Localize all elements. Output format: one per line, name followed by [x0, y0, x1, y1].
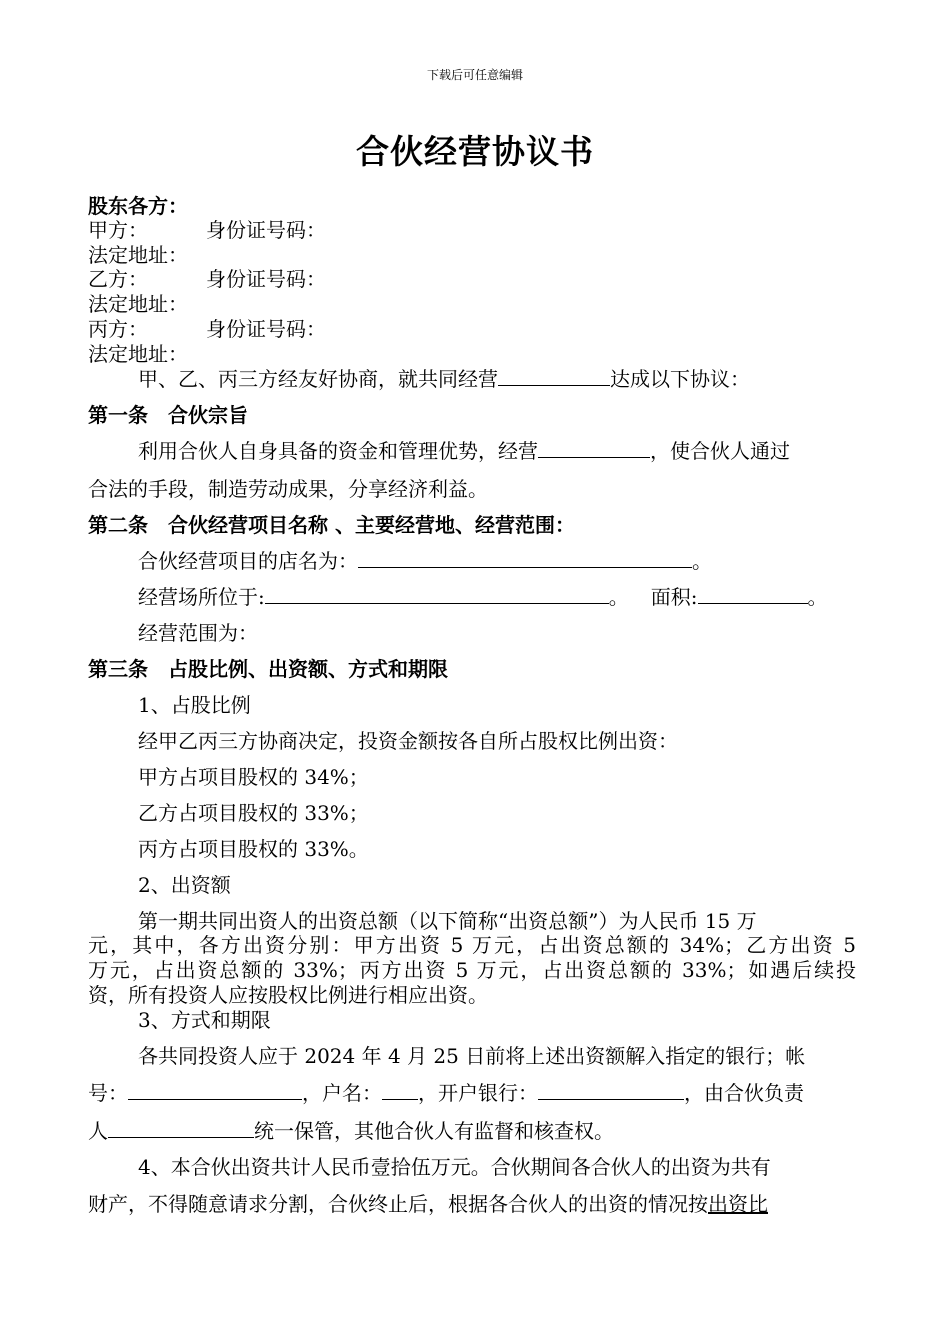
section-3-line-3 [88, 1119, 614, 1143]
manager-blank [108, 1119, 254, 1138]
section-4-text: 财产，不得随意请求分割，合伙终止后，根据各合伙人的出资的情况按 [88, 1192, 708, 1216]
place-end: 。 [608, 585, 629, 609]
store-name-line [138, 549, 712, 573]
section-4-line-2 [88, 1192, 768, 1216]
section-1-title: 1、占股比例 [138, 693, 251, 717]
bank-label: ，开户银行： [418, 1081, 538, 1105]
article-3-heading: 第三条 占股比例、出资额、方式和期限 [88, 657, 448, 681]
section-2-title: 2、出资额 [138, 873, 231, 897]
section-3-line-2 [88, 1081, 804, 1105]
article-1-line-1 [138, 439, 790, 463]
area-end: 。 [807, 585, 828, 609]
party-jia-line [88, 218, 326, 242]
section-2-line-1: 第一期共同出资人的出资总额（以下简称“出资总额”）为人民币 15 万 [138, 909, 757, 933]
party-jia-id-label: 身份证号码： [206, 218, 326, 242]
preamble-text-before: 甲、乙、丙三方经友好协商，就共同经营 [138, 367, 498, 391]
preamble-text-after: 达成以下协议： [610, 367, 750, 391]
business-scope-blank [538, 439, 650, 458]
account-name-blank [382, 1081, 418, 1100]
place-blank [265, 585, 609, 604]
party-bing-line [88, 317, 326, 341]
manager-label: ，由合伙负责 [684, 1081, 804, 1105]
place-line [138, 585, 828, 609]
store-name-label: 合伙经营项目的店名为： [138, 549, 358, 573]
section-4-underlined-text: 出资比 [708, 1192, 768, 1216]
section-3-line-1: 各共同投资人应于 2024 年 4 月 25 日前将上述出资额解入指定的银行；帐 [138, 1044, 806, 1068]
place-label: 经营场所位于: [138, 585, 265, 609]
bank-blank [538, 1081, 684, 1100]
article-1-line-2: 合法的手段，制造劳动成果，分享经济利益。 [88, 477, 488, 501]
manager-suffix: 统一保管，其他合伙人有监督和核查权。 [254, 1119, 614, 1143]
document-title: 合伙经营协议书 [356, 132, 594, 171]
business-name-blank [498, 367, 610, 386]
account-name-label: ，户名： [302, 1081, 382, 1105]
party-yi-line [88, 267, 326, 291]
section-2-line-2: 元，其中，各方出资分别：甲方出资 5 万元，占出资总额的 34%；乙方出资 5 [88, 933, 856, 957]
share-bing: 丙方占项目股权的 33%。 [138, 837, 369, 861]
article-1-text-b: ，使合伙人通过 [650, 439, 790, 463]
share-yi: 乙方占项目股权的 33%； [138, 801, 369, 825]
party-jia-address-label: 法定地址： [88, 243, 188, 267]
party-jia-label: 甲方： [88, 218, 148, 242]
section-3-title: 3、方式和期限 [138, 1008, 271, 1032]
party-bing-address-label: 法定地址： [88, 342, 188, 366]
area-blank [698, 585, 808, 604]
article-2-heading: 第二条 合伙经营项目名称 、主要经营地、经营范围： [88, 513, 575, 537]
store-name-end: 。 [692, 549, 712, 573]
party-yi-id-label: 身份证号码： [206, 267, 326, 291]
preamble [138, 367, 750, 391]
parties-heading: 股东各方： [88, 194, 188, 218]
share-jia: 甲方占项目股权的 34%； [138, 765, 369, 789]
article-1-heading: 第一条 合伙宗旨 [88, 403, 248, 427]
area-label: 面积: [650, 585, 698, 609]
scope-label: 经营范围为： [138, 621, 258, 645]
section-4-line-1: 4、本合伙出资共计人民币壹拾伍万元。合伙期间各合伙人的出资为共有 [138, 1155, 771, 1179]
store-name-blank [358, 549, 692, 568]
account-label: 号： [88, 1081, 128, 1105]
section-2-line-4: 资，所有投资人应按股权比例进行相应出资。 [88, 983, 488, 1007]
party-yi-address-label: 法定地址： [88, 292, 188, 316]
section-2-line-3: 万元，占出资总额的 33%；丙方出资 5 万元，占出资总额的 33%；如遇后续投 [88, 958, 856, 982]
account-blank [128, 1081, 302, 1100]
download-note: 下载后可任意编辑 [426, 68, 523, 82]
article-1-text-a: 利用合伙人自身具备的资金和管理优势，经营 [138, 439, 538, 463]
manager-prefix: 人 [88, 1119, 108, 1143]
party-yi-label: 乙方： [88, 267, 148, 291]
party-bing-id-label: 身份证号码： [206, 317, 326, 341]
party-bing-label: 丙方： [88, 317, 148, 341]
section-1-intro: 经甲乙丙三方协商决定，投资金额按各自所占股权比例出资： [138, 729, 678, 753]
